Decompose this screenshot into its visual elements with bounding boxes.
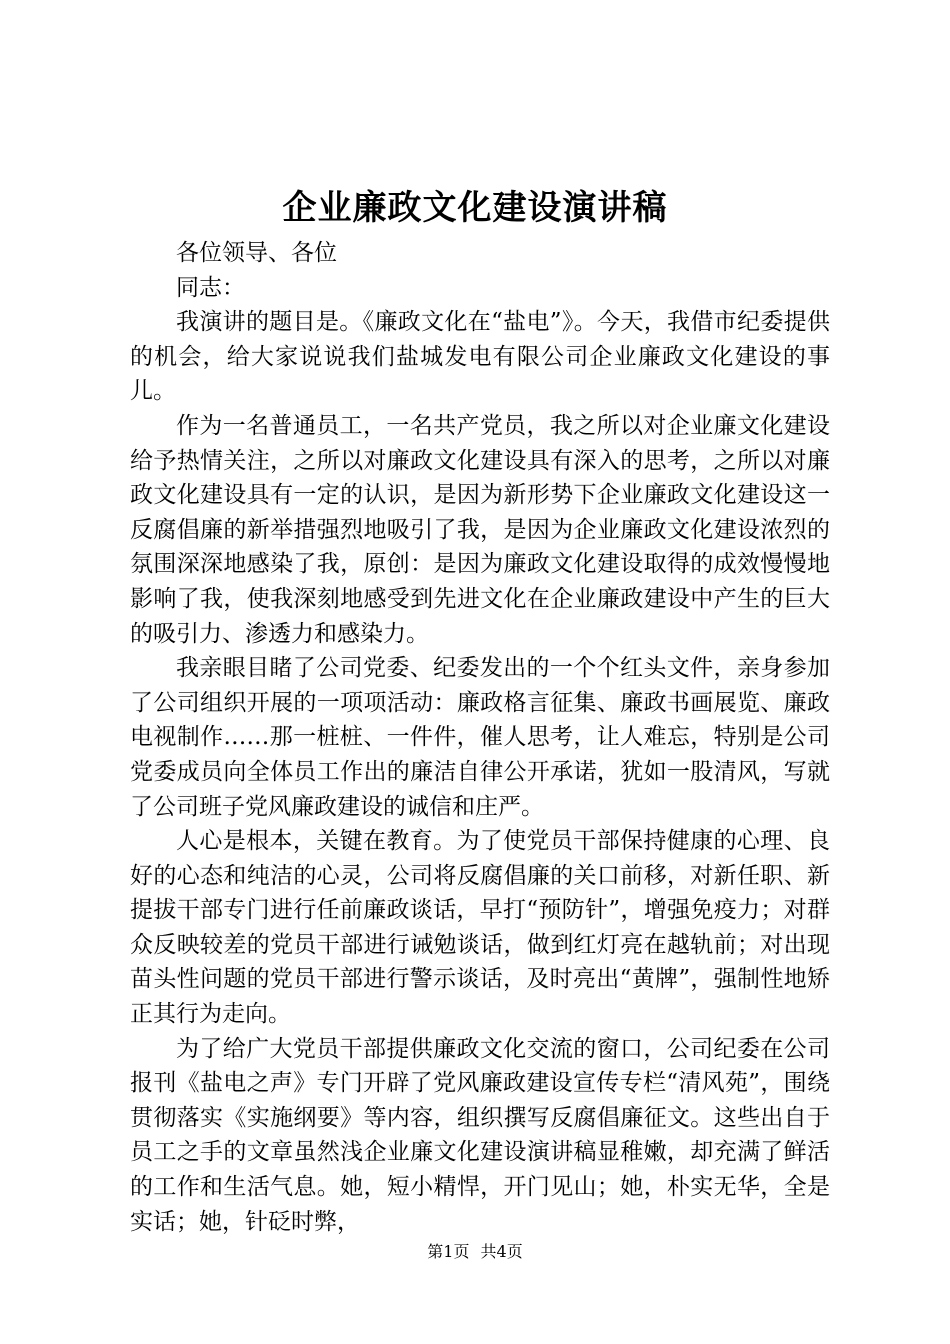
salutation-line-2: 同志： [176,274,245,301]
body-paragraph-1: 我演讲的题目是。《廉政文化在“盐电”》。今天，我借市纪委提供的机会，给大家说说我们盐城发电有限公司企业廉政文化建设的事儿。 [130,309,830,405]
body-paragraph-2: 作为一名普通员工，一名共产党员，我之所以对企业廉文化建设给予热情关注，之所以对廉政文化建设具有深入的思考，之所以对廉政文化建设具有一定的认识，是因为新形势下企业廉政文化建设这一反腐倡廉的新举措强烈地吸引了我，是因为企业廉政文化建设浓烈的氛围深深地感染了我，原创：是因为廉政文化建设取得的成效慢慢地影响了我，使我深刻地感受到先进文化在企业廉政建设中产生的巨大的吸引力、渗透力和感染力。 [130,412,830,647]
document-body [130,236,830,1239]
page-footer [0,1242,950,1262]
document-title: 企业廉政文化建设演讲稿 [282,188,668,228]
page-number-total: 共4页 [480,1242,523,1261]
salutation-line-1: 各位领导、各位 [176,240,337,266]
page-number-current: 第1页 [427,1242,470,1261]
body-paragraph-5: 为了给广大党员干部提供廉政文化交流的窗口，公司纪委在公司报刊《盐电之声》专门开辟了党风廉政建设宣传专栏“清风苑”，围绕贯彻落实《实施纲要》等内容，组织撰写反腐倡廉征文。这些出自于员工之手的文章虽然浅企业廉文化建设演讲稿显稚嫩，却充满了鲜活的工作和生活气息。她，短小精悍，开门见山；她，朴实无华，全是实话；她，针砭时弊， [130,1035,830,1235]
body-paragraph-4: 人心是根本，关键在教育。为了使党员干部保持健康的心理、良好的心态和纯洁的心灵，公司将反腐倡廉的关口前移，对新任职、新提拔干部专门进行任前廉政谈话，早打“预防针”，增强免疫力；对群众反映较差的党员干部进行诫勉谈话，做到红灯亮在越轨前；对出现苗头性问题的党员干部进行警示谈话，及时亮出“黄牌”，强制性地矫正其行为走向。 [130,828,830,1028]
body-paragraph-3: 我亲眼目睹了公司党委、纪委发出的一个个红头文件，亲身参加了公司组织开展的一项项活动：廉政格言征集、廉政书画展览、廉政电视制作……那一桩桩、一件件，催人思考，让人难忘，特别是公司党委成员向全体员工作出的廉洁自律公开承诺，犹如一股清风，写就了公司班子党风廉政建设的诚信和庄严。 [130,655,830,820]
